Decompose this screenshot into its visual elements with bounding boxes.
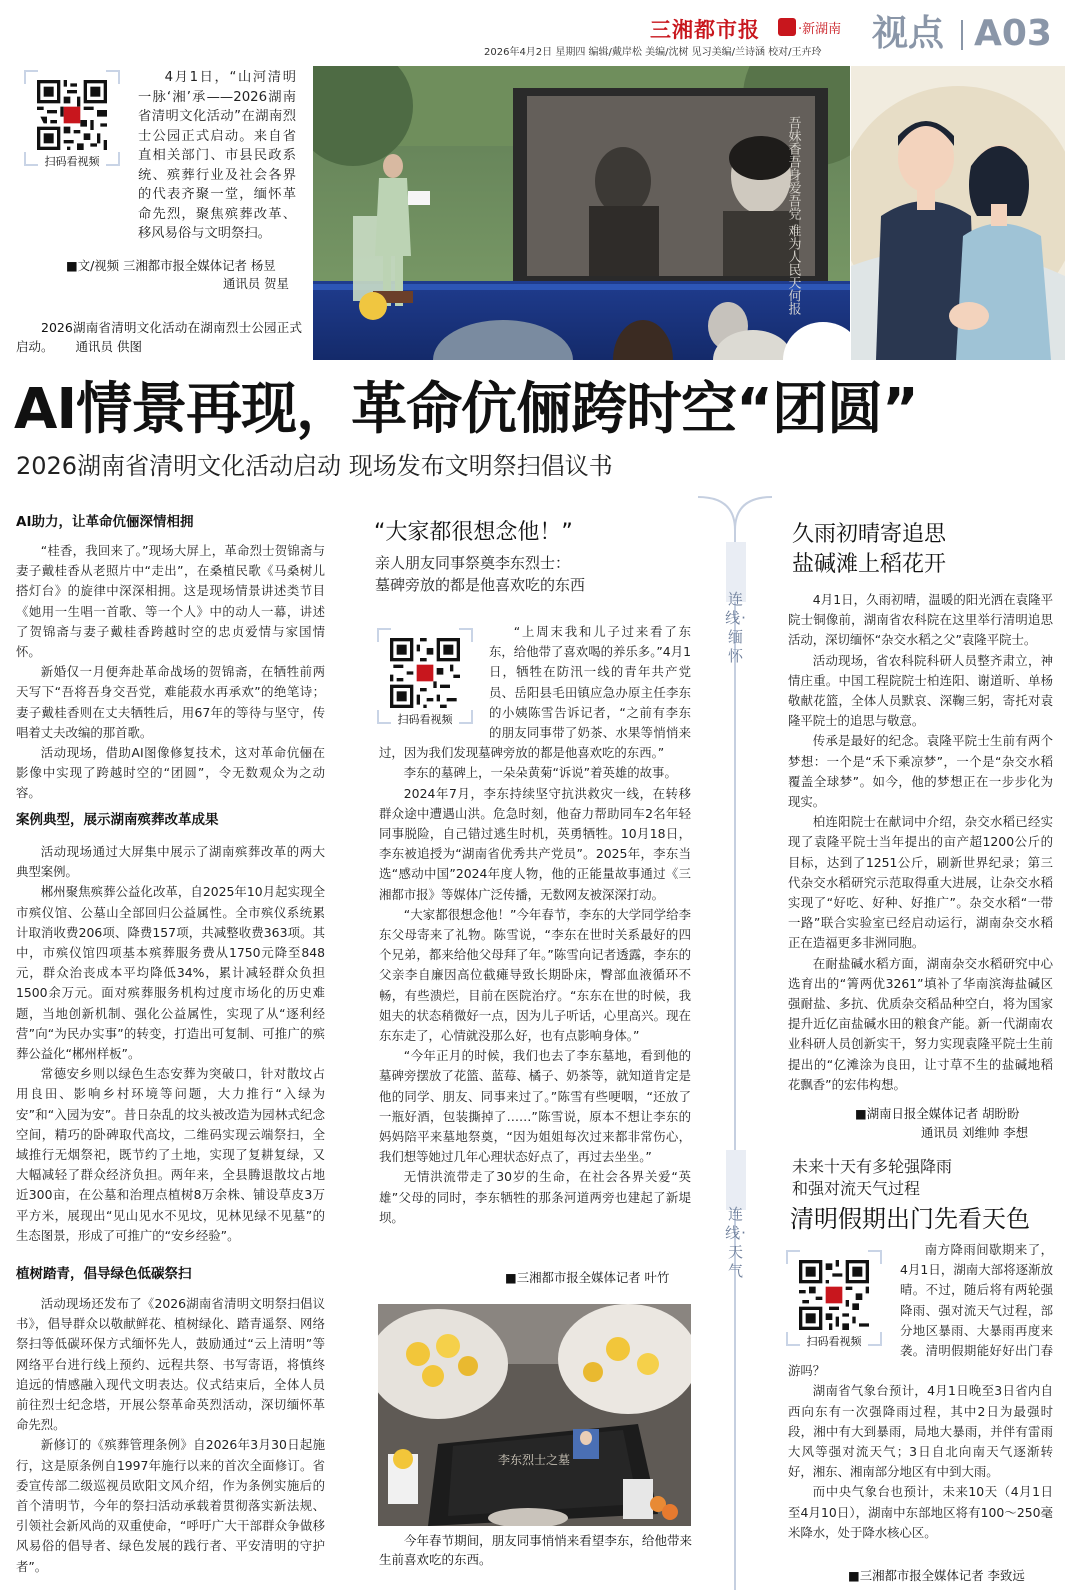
col2-body [379, 622, 691, 1228]
col3b-kicker-1: 未来十天有多轮强降雨 [792, 1157, 953, 1176]
qr-label: 扫码看视频 [44, 155, 100, 168]
float-spacer [788, 1240, 900, 1358]
col2-subtitle-2: 墓碑旁放的都是他喜欢吃的东西 [375, 576, 586, 594]
float-spacer [379, 622, 489, 740]
paragraph: 传承是最好的纪念。袁隆平院士生前有两个梦想：一个是“禾下乘凉梦”，一个是“杂交水稻覆盖全球梦”。如今，他的梦想正在一步步化为现实。 [788, 733, 1053, 810]
divider-label-1: 连线·缅怀 [725, 590, 747, 665]
paragraph: 柏连阳院士在献词中介绍，杂交水稻已经实现了袁隆平院士当年提出的亩产超1200公斤的目标，达到了1251公斤，刷新世界纪录；第三代杂交水稻研究示范取得重大进展，让杂交水稻实现了“好吃、好种、好推广”。杂交水稻“一带一路”联合实验室已经启动运行，湖南杂交水稻正在造福更多非洲同胞。 [788, 814, 1053, 951]
intro-text: 4月1日，“山河清明 一脉‘湘’承——2026湖南省清明文化活动”在湖南烈士公园正式启动。来自省直相关部门、市县民政系统、殡葬行业及社会各界的代表齐聚一堂，缅怀革命先烈，聚焦殡葬改革、移风易俗与文明祭扫。 [138, 70, 296, 241]
paragraph: 活动现场，借助AI图像修复技术，这对革命伉俪在影像中实现了跨越时空的“团圆”，令无数观众为之动容。 [16, 745, 325, 801]
col3b-body [788, 1240, 1053, 1543]
couple-art [851, 66, 1065, 360]
col3b-kicker-2: 和强对流天气过程 [792, 1179, 921, 1198]
paragraph: 4月1日，久雨初晴，温暖的阳光洒在袁隆平院士铜像前，湖南省农科院在这里举行清明追思活动，深切缅怀“杂交水稻之父”袁隆平院士。 [788, 592, 1053, 648]
col2-credit: ■三湘都市报全媒体记者 叶竹 [505, 1270, 670, 1285]
paragraph: “大家都很想念他！”今年春节，李东的大学同学给李东父母寄来了礼物。陈雪说，“李东在世时关系最好的四个兄弟，都来给他父母拜了年。”陈雪向记者透露，李东的父亲李自廉因高位截瘫导致长期卧床，臀部血液循环不畅，有些溃烂，目前在医院治疗。“东东在世的时候，我姐夫的状态稍微好一点，因为儿子听话，心里高兴。现在东东走了，心情就没那么好，也有点影响身体。” [379, 906, 691, 1044]
paragraph: “上周末我和儿子过来看了东东，给他带了喜欢喝的养乐多。”4月1日，牺牲在防汛一线的青年共产党员、岳阳县毛田镇应急办原主任李东的小姨陈雪告诉记者，“之前有李东的朋友同事带了奶茶、水果等悄悄来过，因为我们发现墓碑旁放的都是他喜欢吃的东西。” [379, 624, 691, 761]
intro-credit-1: ■文/视频 三湘都市报全媒体记者 杨昱 [66, 258, 276, 273]
main-headline: AI情景再现，革命伉俪跨时空“团圆” [14, 377, 918, 442]
header-meta: 2026年4月2日 星期四 编辑/戴岸松 美编/沈树 见习美编/兰诗涵 校对/王卉玲 [484, 47, 822, 58]
paragraph: 新婚仅一月便奔赴革命战场的贺锦斋，在牺牲前两天写下“吾将吾身交吾党，难能菽水再承欢”的绝笔诗；妻子戴桂香则在丈夫牺牲后，用67年的等待与坚守，传唱着丈夫改编的那首歌。 [16, 664, 325, 740]
brand-logo: 三湘都市报 [650, 18, 760, 42]
paragraph: 新修订的《殡葬管理条例》自2026年3月30日起施行，这是原条例自1997年施行以来的首次全面修订。省委宣传部二级巡视员欧阳文风介绍，作为条例实施后的首个清明节，今年的祭扫活动承载着贯彻落实新法规、引领社会新风尚的双重使命，“呼吁广大干部群众争做移风易俗的倡导者、绿色发展的践行者、平安清明的守护者”。 [16, 1437, 325, 1574]
paragraph: 活动现场还发布了《2026湖南省清明文明祭扫倡议书》，倡导群众以敬献鲜花、植树绿化、踏青遥祭、网络祭扫等低碳环保方式缅怀先人，鼓励通过“云上清明”等网络平台进行线上预约、远程共祭、书写寄语，将慎终追远的情感融入现代文明表达。仪式结束后，全体人员前往烈士纪念塔，开展公祭革命英烈活动，深切缅怀革命先烈。 [16, 1296, 325, 1433]
photo-credit-1: 通讯员 供图 [75, 339, 142, 354]
paragraph: 在耐盐碱水稻方面，湖南杂交水稻研究中心选育出的“箐两优3261”填补了华南滨海盐碱区强耐盐、多抗、优质杂交稻品种空白，将为国家提升近亿亩盐碱水田的粮食产能。新一代湖南农业科研人员创新实干，努力实现袁隆平院士生前提出的“亿滩涂为良田，让寸草不生的盐碱地稻花飘香”的宏伟构想。 [788, 955, 1053, 1092]
page-number: A03 [974, 13, 1052, 54]
section-divider [961, 20, 963, 50]
col1-heading-3: 植树踏青，倡导绿色低碳祭扫 [16, 1266, 192, 1282]
screen-calligraphy: 吾妹香吾身爱吾党 难为人民天何报 [785, 116, 801, 316]
col1-body-2 [16, 842, 325, 1246]
paragraph: 南方降雨间歇期来了，4月1日，湖南大部将逐渐放晴。不过，随后将有两轮强降雨、强对流天气过程，部分地区暴雨、大暴雨再度来袭。清明假期能好好出门春游吗？ [788, 1242, 1053, 1379]
paragraph: 李东的墓碑上，一朵朵黄菊“诉说”着英雄的故事。 [403, 765, 677, 781]
col3a-credit-1: ■湖南日报全媒体记者 胡盼盼 [855, 1106, 1020, 1121]
col1-heading-2: 案例典型，展示湖南殡葬改革成果 [16, 812, 219, 828]
paragraph: 无情洪流带走了30岁的生命，在社会各界关爱“英雄”父母的同时，李东牺牲的那条河道两旁也建起了新堤坝。 [379, 1169, 691, 1225]
divider-badge [726, 1150, 746, 1210]
paragraph: 郴州聚焦殡葬公益化改革，自2025年10月起实现全市殡仪馆、公墓山全部回归公益属性。全市殡仪系统累计取消收费206项、降费157项，共减整收费363项。其中，市殡仪馆四项基本殡葬服务费从1750元降至848元，群众治丧成本平均降低34%，累计减轻群众负担1500余万元。面对殡葬服务机构过度市场化的历史难题，当地创新机制、强化公益属性，实现了从“逐利经营”向“为民办实事”的转变，打造出可复制、可推广的殡葬公益化“郴州样板”。 [16, 884, 325, 1062]
paragraph: 常德安乡则以绿色生态安葬为突破口，针对散坟占用良田、影响乡村环境等问题，大力推行“入绿为安”和“入园为安”。昔日杂乱的坟头被改造为园林式纪念空间，精巧的卧碑取代高坟，二维码实现云端祭扫，全域推行无烟祭祀，既节约了土地，实现了复耕复绿，又大幅减轻了群众经济负担。两年来，全县腾退散坟占地近300亩，在公墓和治理点植树8万余株、铺设草皮3万平方米，展现出“见山见水不见坟，见林见绿不见墓”的生态图景，形成了可推广的“安乡经验”。 [16, 1066, 325, 1243]
section-name: 视点 [872, 13, 945, 54]
divider-label-2: 连线·天气 [725, 1205, 747, 1280]
paragraph: 2024年7月，李东持续坚守抗洪救灾一线，在转移群众途中遭遇山洪。危急时刻，他奋力帮助同车2名年轻同事脱险，自己错过逃生时机，英勇牺牲。10月18日，李东被追授为“湖南省优秀共产党员”。2025年，李东当选“感动中国”2024年度人物，他的正能量故事通过《三湘都市报》等媒体广泛传播，无数网友被深深打动。 [379, 785, 691, 902]
col3a-title-2: 盐碱滩上稻花开 [792, 552, 947, 577]
tomb-photo [378, 1304, 691, 1526]
paragraph: 湖南省气象台预计，4月1日晚至3日省内自西向东有一次强降雨过程，其中2日为最强时段，湘中有大到暴雨，局地大暴雨，并伴有雷雨大风等强对流天气；3日自北向南天气逐渐转好，湘东、湘南部分地区有中到大雨。 [788, 1383, 1053, 1480]
col3b-credit: ■三湘都市报全媒体记者 李致远 [848, 1568, 1025, 1583]
col3a-credit-2: 通讯员 刘维帅 李想 [921, 1125, 1029, 1140]
qr-label: 扫码看视频 [397, 713, 453, 726]
photo-caption-1: 2026湖南省清明文化活动在湖南烈士公园正式启动。 通讯员 供图 [16, 320, 302, 354]
paragraph: “桂香，我回来了。”现场大屏上，革命烈士贺锦斋与妻子戴桂香从老照片中“走出”，在桑植民歌《马桑树儿搭灯台》的旋律中深深相拥。这是现场情景讲述类节目《她用一生唱一首歌、等一个人》中的动人一幕，讲述了贺锦斋与妻子戴桂香跨越时空的忠贞爱情与家国情怀。 [16, 543, 325, 660]
col1-heading-1: AI助力，让革命伉俪深情相拥 [16, 514, 194, 530]
qr-label: 扫码看视频 [806, 1335, 862, 1348]
photo-caption-2: 今年春节期间，朋友同事悄悄来看望李东，给他带来生前喜欢吃的东西。 [379, 1533, 692, 1567]
intro-text-wrap [16, 68, 296, 244]
col3b-title: 清明假期出门先看天色 [790, 1205, 1030, 1233]
col3a-title-1: 久雨初晴寄追思 [792, 522, 947, 547]
sub-headline: 2026湖南省清明文化活动启动 现场发布文明祭扫倡议书 [16, 452, 613, 480]
paragraph: 活动现场，省农科院科研人员整齐肃立，神情庄重。中国工程院院士柏连阳、谢道昕、单杨敬献花篮，全体人员默哀、深鞠三躬，寄托对袁隆平院士的追思与敬意。 [788, 652, 1053, 729]
paragraph: “今年正月的时候，我们也去了李东墓地，看到他的墓碑旁摆放了花篮、蓝莓、橘子、奶茶等，就知道肯定是他的同学、朋友、同事来过了。”陈雪有些哽咽，“还放了一瓶好酒，包装撕掉了……”陈雪说，原本不想让李东的妈妈陪平来墓地祭奠，“因为姐姐每次过来都非常伤心，我们想等她过几年心理状态好点了，再过去坐坐。” [379, 1048, 691, 1165]
col2-subtitle-1: 亲人朋友同事祭奠李东烈士： [375, 554, 571, 572]
col1-body-1 [16, 541, 325, 804]
col2-title: “大家都很想念他！” [374, 520, 573, 545]
tomb-inscription: 李东烈士之墓 [498, 1453, 571, 1467]
brand-sub-icon [778, 18, 796, 36]
col3a-body [788, 590, 1053, 1095]
col1-body-3 [16, 1294, 325, 1577]
brand-sub: ·新湖南 [798, 22, 842, 37]
ceremony-scene [313, 66, 850, 360]
paragraph: 活动现场通过大屏集中展示了湖南殡葬改革的两大典型案例。 [16, 844, 325, 880]
couple-illustration [851, 66, 1065, 360]
tomb-scene [378, 1304, 691, 1526]
ceremony-photo [313, 66, 850, 360]
float-spacer [16, 68, 138, 243]
intro-credit-2: 通讯员 贺星 [223, 276, 289, 291]
paragraph: 而中央气象台也预计，未来10天（4月1日至4月10日），湖南中东部地区将有100～250毫米降水，处于降水核心区。 [788, 1484, 1053, 1540]
